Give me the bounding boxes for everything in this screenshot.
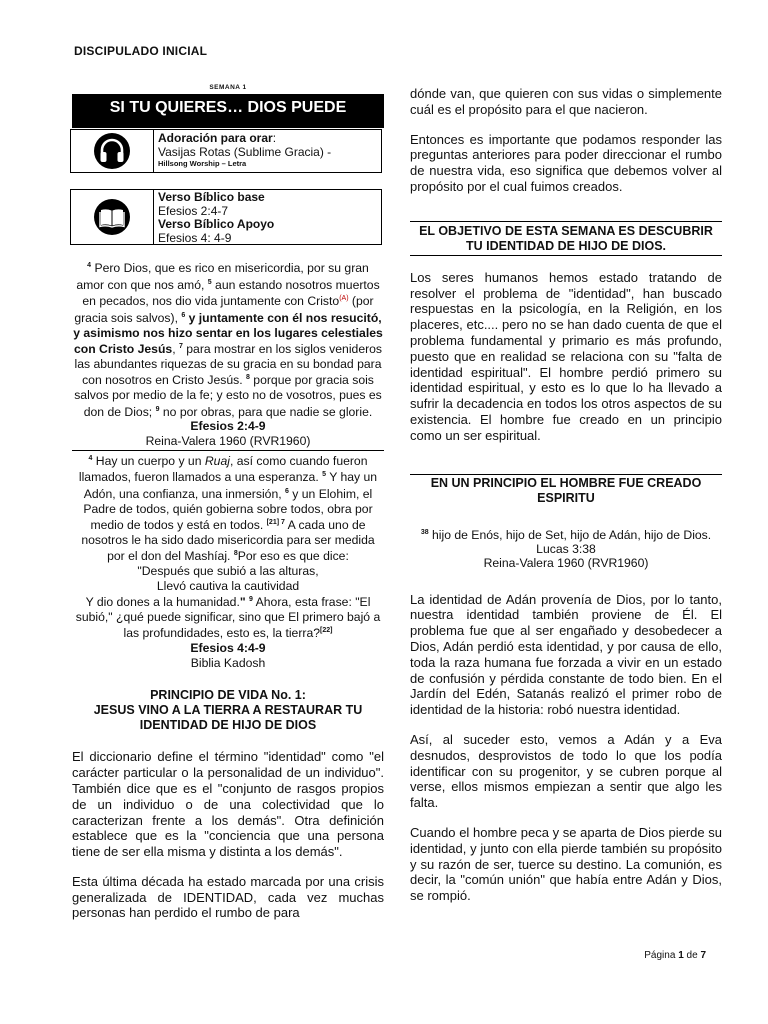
support-verse-ref: Efesios 4: 4-9 (158, 230, 232, 245)
worship-credit: Hillsong Worship – Letra (158, 159, 247, 168)
verse-reference: Lucas 3:38 (536, 541, 596, 556)
ephesians-2-verse: $^4$ Pero Dios, que es rico en misericordia, por su gran amor con que nos amó, $^5$ aun estando nosotros muertos en pecados, nos dio vida juntamente con Cristo$^{(A)}$ (por gracia sois salvos), $^6$ y juntamente con él nos resucitó, y asimismo nos hizo sentar en los lugares celestiales con Cristo Jesús, $^7$ para mostrar en los siglos venideros las abundantes riquezas de su gracia en su bondad para con nosotros en Cristo Jesús. $^8$ porque por gracia sois salvos por medio de la fe; y esto no de vosotros, pues es don de Dios; $^9$ no por obras, para que nadie se glorie. Efesios 2:4-9 Reina-Valera 1960 (RVR1960) (73, 261, 383, 448)
life-principle-title: PRINCIPIO DE VIDA No. 1: JESUS VINO A LA TIERRA A RESTAURAR TU IDENTIDAD DE HIJO DE DIOS (93, 688, 363, 733)
open-book-icon (71, 190, 154, 244)
section-title: EN UN PRINCIPIO EL HOMBRE FUE CREADO ESPIRITU (410, 474, 722, 506)
paragraph: dónde van, que quieren con sus vidas o simplemente cuál es el propósito para el que nacieron. (410, 86, 722, 117)
worship-box: Adoración para orar: Vasijas Rotas (Sublime Gracia) - Hillsong Worship – Letra (70, 129, 382, 173)
paragraph: Entonces es importante que podamos responder las preguntas anteriores para poder direccionar el rumbo de nuestra vida, eso significa que debemos volver al propósito por el cual fuimos creados. (410, 131, 722, 194)
week-objective: EL OBJETIVO DE ESTA SEMANA ES DESCUBRIR TU IDENTIDAD DE HIJO DE DIOS. (410, 221, 722, 256)
paragraph: La identidad de Adán provenía de Dios, por lo tanto, nuestra identidad también proviene de Él. El problema fue que al ser engañado y desobedecer a Dios, Adán perdió esta identidad, y por causa de ello, toda la raza humana fue forzada a vivir en un estado de confusión y pérdida constante de todo bien. En el Jardín del Edén, Satanás realizó el primer robo de identidad de la historia: robó nuestra identidad. (410, 591, 722, 718)
paragraph: Así, al suceder esto, vemos a Adán y a Eva desnudos, desprovistos de todo lo que los podía identificar con su progenitor, y se cubren porque al verse, ellos mismos empiezan a sentir que algo les falta. (410, 731, 722, 811)
right-column (410, 86, 722, 904)
base-verse-label: Verso Bíblico base (158, 190, 265, 204)
paragraph: Cuando el hombre peca y se aparta de Dios pierde su identidad, y junto con ella pierde también su propósito y su razón de ser, tuerce su destino. La comunión, es decir, la "común unión" que había entre Adán y Dios, se rompió. (410, 824, 722, 904)
ephesians-4-verse: $^4$ Hay un cuerpo y un Ruaj, así como cuando fueron llamados, fueron llamados a una esperanza. $^5$ Y hay un Adón, una confianza, una inmersión, $^6$ y un Elohim, el Padre de todos, quién gobierna sobre todos, obra por medio de todos y está en todos. [21] $^7$ A cada uno de nosotros le ha sido dado misericordia para ser medida por el don del Mashíaj. $^8$Por eso es que dice: "Después que subió a las alturas, Llevó cautiva la cautividad Y dio dones a la humanidad." $^9$ Ahora, esta frase: "El subió," ¿qué puede significar, sino que El primero bajó a las profundidades, esto es, la tierra?[22] Efesios 4:4-9 Biblia Kadosh (72, 452, 384, 671)
paragraph: Los seres humanos hemos estado tratando de resolver el problema de "identidad", han buscado respuestas en la psicología, en la Religión, en los placeres, etc.... pero no se han dado cuenta de que el problema fundamental y primario es más profundo, puesto que en realidad se relaciona con su "falta de identidad espiritual". El hombre perdió primero su identidad espiritual, y esto es lo que lo ha llevado a sufrir la decadencia en todos los otros aspectos de su existencia. El hombre fue creado en un principio como un ser espiritual. (410, 269, 722, 443)
verse-reference: Efesios 2:4-9 (190, 419, 266, 434)
week-label: SEMANA 1 (209, 84, 247, 91)
divider (72, 450, 384, 451)
page-number: Página 1 de 7 (644, 950, 706, 961)
paragraph: Esta última década ha estado marcada por una crisis generalizada de IDENTIDAD, cada vez muchas personas han perdido el rumbo de para (72, 873, 384, 921)
base-verse-ref: Efesios 2:4-7 (158, 203, 229, 218)
bible-verse-box (70, 189, 382, 245)
luke-verse: $^{38}$ hijo de Enós, hijo de Set, hijo de Adán, hijo de Dios. Lucas 3:38 Reina-Valera 1960 (RVR1960) (410, 526, 722, 570)
paragraph: El diccionario define el término "identidad" como "el carácter particular o la personalidad de un individuo". También dice que es el "conjunto de rasgos propios de un individuo o de una colectividad que lo caracterizan frente a los demás". Otra definición establece que es la "conciencia que una persona tiene de ser ella misma y distinta a los demás". (72, 749, 384, 860)
verse-reference: Efesios 4:4-9 (190, 641, 266, 656)
verse-version: Reina-Valera 1960 (RVR1960) (483, 555, 649, 570)
document-header: DISCIPULADO INICIAL (74, 44, 208, 58)
verse-version: Biblia Kadosh (190, 655, 266, 670)
support-verse-label: Verso Bíblico Apoyo (158, 217, 275, 231)
worship-label: Adoración para orar (158, 131, 273, 145)
worship-song: Vasijas Rotas (Sublime Gracia) - (158, 144, 332, 159)
left-column (72, 78, 384, 921)
lesson-title: SI TU QUIERES… DIOS PUEDE (72, 94, 384, 128)
verse-version: Reina-Valera 1960 (RVR1960) (145, 433, 311, 448)
headphones-icon (71, 130, 154, 172)
